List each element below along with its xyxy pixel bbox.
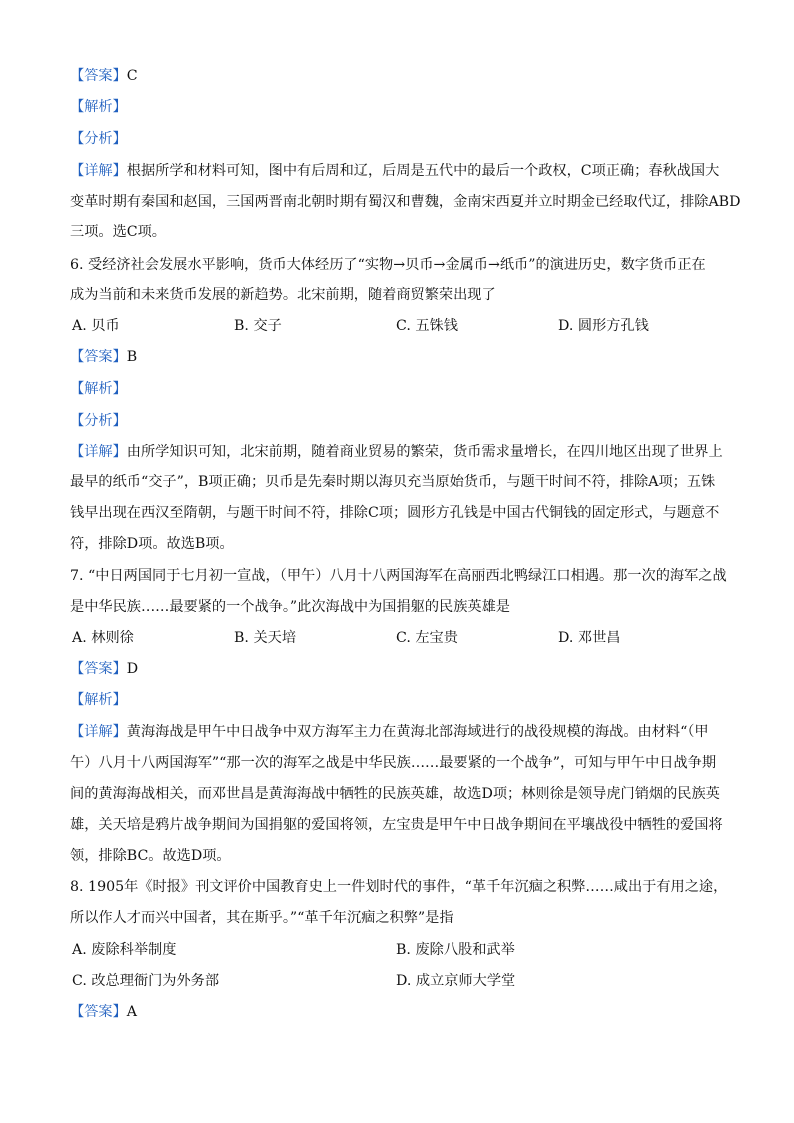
answer-tag: 【答案】 [70,68,127,84]
q7-stem: 是中华民族……最要紧的一个战争。”此次海战中为国捐躯的民族英雄是 [70,599,510,615]
q7-option-a: A. 林则徐 [72,630,134,646]
q6-option-c: C. 五铢钱 [396,318,458,334]
q5-answer-line [70,66,730,86]
q8-option-b: B. 废除八股和武举 [396,942,515,958]
answer-tag: 【答案】 [70,349,127,365]
detail-tag: 【详解】 [70,724,127,740]
q5-fenxi-tag: 【分析】 [70,131,127,147]
q7-detail-line: 间的黄海海战相关，而邓世昌是黄海海战中牺牲的民族英雄，故选D项；林则徐是领导虎门销烟的民族英 [70,786,720,802]
q6-stem: 成为当前和未来货币发展的新趋势。北宋前期，随着商贸繁荣出现了 [70,287,496,303]
q7-stem: 7. “中日两国同于七月初一宣战，（甲午）八月十八两国海军在高丽西北鸭绿江口相遇。那一次的海军之战 [70,568,727,584]
answer-value: A [126,1004,138,1020]
q8-option-d: D. 成立京师大学堂 [396,973,516,989]
q6-detail-line: 最早的纸币“交子”，B项正确；贝币是先秦时期以海贝充当原始货币，与题干时间不符，排除A项；五铢 [70,474,716,490]
answer-tag: 【答案】 [70,661,127,677]
q6-answer-line [70,347,730,367]
q6-detail-line: 【详解】由所学知识可知，北宋前期，随着商业贸易的繁荣，货币需求量增长，在四川地区出现了世界上 [70,444,723,460]
answer-value: D [126,661,139,677]
q7-detail-line: 雄，关天培是鸦片战争期间为国捐躯的爱国将领，左宝贵是甲午中日战争期间在平壤战役中牺牲的爱国将 [70,817,723,833]
q7-detail-line: 【详解】黄海海战是甲午中日战争中双方海军主力在黄海北部海域进行的战役规模的海战。由材料“（甲 [70,724,709,740]
detail-tag: 【详解】 [70,163,127,179]
answer-tag: 【答案】 [70,1004,127,1020]
q8-stem: 8. 1905年《时报》刊文评价中国教育史上一件划时代的事件，“革千年沉痼之积弊……咸出于有用之途， [70,879,728,895]
q7-option-c: C. 左宝贵 [396,630,458,646]
q6-stem: 6. 受经济社会发展水平影响，货币大体经历了“实物→贝币→金属币→纸币”的演进历史，数字货币正在 [70,257,706,273]
q6-detail-line: 钱早出现在西汉至隋朝，与题干时间不符，排除C项；圆形方孔钱是中国古代铜钱的固定形式，与题意不 [70,505,720,521]
q6-option-d: D. 圆形方孔钱 [558,318,649,334]
answer-value: C [126,68,138,84]
answer-value: B [126,349,138,365]
q8-option-c: C. 改总理衙门为外务部 [72,973,220,989]
q6-detail-line: 符，排除D项。故选B项。 [70,536,234,552]
q7-detail-line: 领，排除BC。故选D项。 [70,848,231,864]
q5-detail-line: 变革时期有秦国和赵国，三国两晋南北朝时期有蜀汉和曹魏，金南宋西夏并立时期金已经取代辽，排除ABD [70,194,741,210]
q5-detail-line: 三项。选C项。 [70,224,166,240]
q7-detail-line: 午）八月十八两国海军”“那一次的海军之战是中华民族……最要紧的一个战争”，可知与甲午中日战争期 [70,755,717,771]
q6-fenxi-tag: 【分析】 [70,413,127,429]
q6-analysis-tag: 【解析】 [70,381,127,397]
q8-answer-line [70,1002,730,1022]
q7-answer-line [70,659,730,679]
q8-stem: 所以作人才而兴中国者，其在斯乎。”“革千年沉痼之积弊”是指 [70,910,454,926]
q8-option-a: A. 废除科举制度 [72,942,177,958]
q6-option-b: B. 交子 [234,318,282,334]
q6-option-a: A. 贝币 [72,318,120,334]
q7-analysis-tag: 【解析】 [70,692,127,708]
q5-analysis-tag: 【解析】 [70,99,127,115]
q7-option-b: B. 关天培 [234,630,297,646]
q5-detail-line: 【详解】根据所学和材料可知，图中有后周和辽，后周是五代中的最后一个政权，C项正确；春秋战国大 [70,163,720,179]
q7-option-d: D. 邓世昌 [558,630,621,646]
detail-tag: 【详解】 [70,444,127,460]
